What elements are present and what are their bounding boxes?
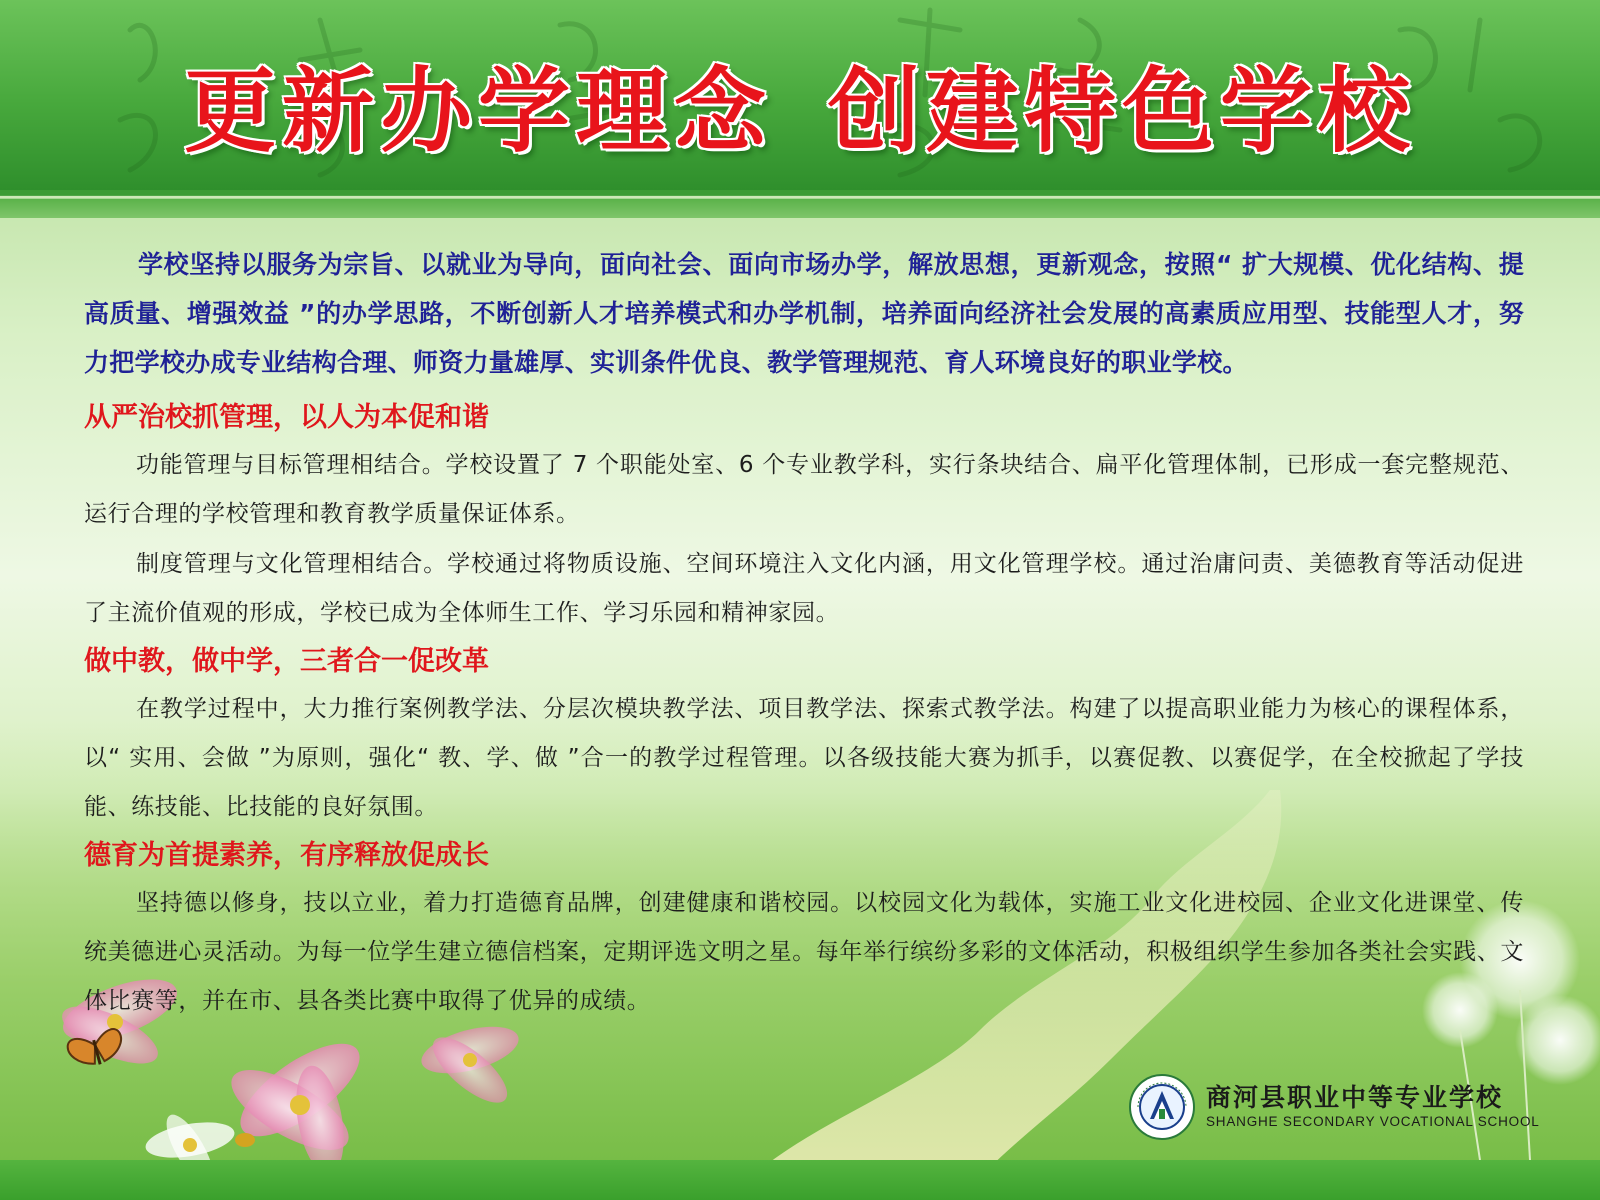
section-heading: 从严治校抓管理，以人为本促和谐 xyxy=(84,402,489,433)
section-management xyxy=(84,395,1524,638)
school-logo-block xyxy=(1128,1070,1540,1144)
header-banner xyxy=(0,0,1600,190)
footer-band xyxy=(0,1160,1600,1200)
section-heading: 德育为首提素养，有序释放促成长 xyxy=(84,840,489,871)
main-title-right: 创建特色学校 xyxy=(828,58,1417,165)
section-paragraph: 在教学过程中，大力推行案例教学法、分层次模块教学法、项目教学法、探索式教学法。构建了以提高职业能力为核心的课程体系，以“ 实用、会做 ”为原则，强化“ 教、学、做 ”合一的教学过程管理。以各级技能大赛为抓手，以赛促教、以赛促学，在全校掀起了学技能、练技能、比技能的良好氛围。 xyxy=(84,696,1524,820)
school-name-en: SHANGHE SECONDARY VOCATIONAL SCHOOL xyxy=(1206,1114,1540,1129)
section-paragraph: 功能管理与目标管理相结合。学校设置了 7 个职能处室、6 个专业教学科，实行条块结合、扁平化管理体制，已形成一套完整规范、运行合理的学校管理和教育教学质量保证体系。 xyxy=(84,452,1524,527)
intro-paragraph: 学校坚持以服务为宗旨、以就业为导向，面向社会、面向市场办学，解放思想，更新观念，按照“ 扩大规模、优化结构、提高质量、增强效益 ”的办学思路，不断创新人才培养模式和办学机制，培养面向经济社会发展的高素质应用型、技能型人才，努力把学校办成专业结构合理、师资力量雄厚、实训条件优良、教学管理规范、育人环境良好的职业学校。 xyxy=(84,250,1524,377)
section-paragraph: 坚持德以修身，技以立业，着力打造德育品牌，创建健康和谐校园。以校园文化为载体，实施工业文化进校园、企业文化进课堂、传统美德进心灵活动。为每一位学生建立德信档案，定期评选文明之星。每年举行缤纷多彩的文体活动，积极组织学生参加各类社会实践、文体比赛等，并在市、县各类比赛中取得了优异的成绩。 xyxy=(84,890,1524,1014)
section-paragraph: 制度管理与文化管理相结合。学校通过将物质设施、空间环境注入文化内涵，用文化管理学校。通过治庸问责、美德教育等活动促进了主流价值观的形成，学校已成为全体师生工作、学习乐园和精神家园。 xyxy=(84,551,1524,626)
content-area xyxy=(84,240,1524,1027)
main-title xyxy=(0,38,1600,170)
header-stripe xyxy=(0,190,1600,218)
school-emblem-icon xyxy=(1128,1073,1196,1141)
section-teaching-reform xyxy=(84,639,1524,832)
section-moral-education xyxy=(84,833,1524,1026)
bee-icon xyxy=(235,1133,255,1147)
main-title-left: 更新办学理念 xyxy=(183,58,772,165)
school-name-cn: 商河县职业中等专业学校 xyxy=(1206,1083,1504,1112)
section-heading: 做中教，做中学，三者合一促改革 xyxy=(84,646,489,677)
school-names xyxy=(1206,1083,1540,1131)
